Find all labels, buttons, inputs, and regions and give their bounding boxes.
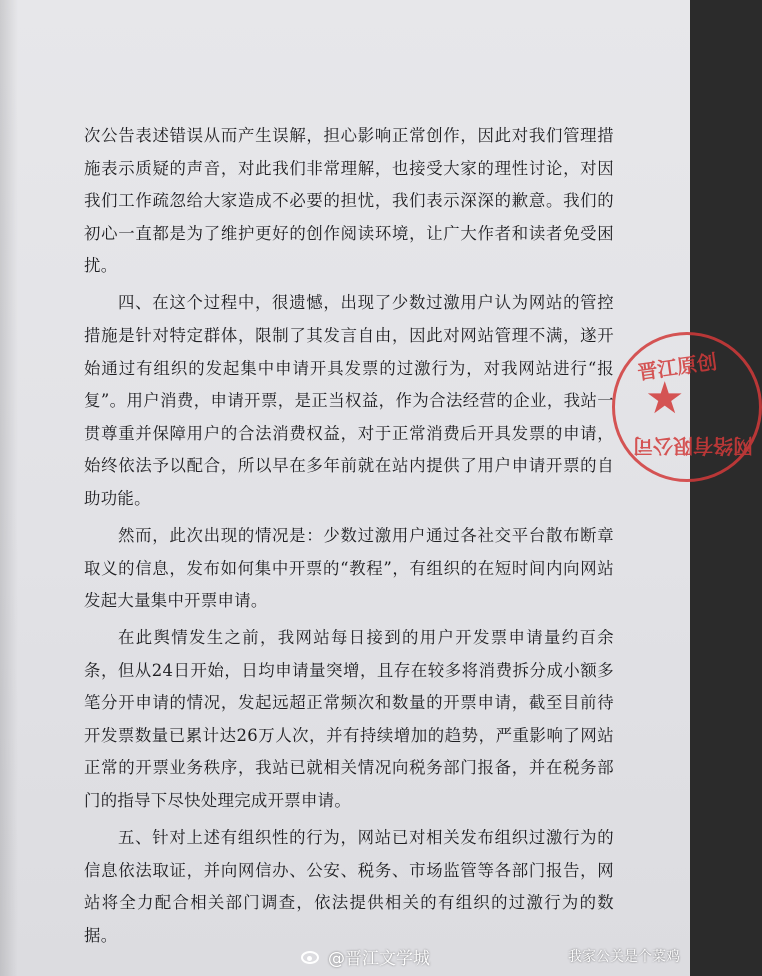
seal-star-icon: ★ — [645, 373, 685, 424]
paragraph-5: 五、针对上述有组织性的行为，网站已对相关发布组织过激行为的信息依法取证，并向网信办、公安、税务、市场监管等各部门报告，网站将全力配合相关部门调查，依法提供相关的有组织的过激行为的数据。 — [84, 828, 614, 945]
paragraph-1: 次公告表述错误从而产生误解，担心影响正常创作，因此对我们管理措施表示质疑的声音，对此我们非常理解，也接受大家的理性讨论，对因我们工作疏忽给大家造成不必要的担忧，我们表示深深的歉意。我们的初心一直都是为了维护更好的创作阅读环境，让广大作者和读者免受困扰。 — [84, 126, 614, 276]
seal-text-top: 晋江原创 — [635, 349, 719, 385]
page-edge-shadow — [0, 0, 18, 976]
paragraph-3: 然而，此次出现的情况是：少数过激用户通过各社交平台散布断章取义的信息，发布如何集中开票的“教程”，有组织的在短时间内向网站发起大量集中开票申请。 — [84, 525, 614, 611]
weibo-icon — [300, 948, 322, 966]
paragraph-2: 四、在这个过程中，很遗憾，出现了少数过激用户认为网站的管控措施是针对特定群体，限制了其发言自由，因此对网站管理不满，遂开始通过有组织的发起集中申请开具发票的过激行为，对我网站进行“报复”。用户消费，申请开票，是正当权益，作为合法经营的企业，我站一贯尊重并保障用户的合法消费权益，对于正常消费后开具发票的申请，始终依法予以配合，所以早在多年前就在站内提供了用户申请开票的自助功能。 — [84, 293, 614, 508]
paragraph-4: 在此舆情发生之前，我网站每日接到的用户开发票申请量约百余条，但从24日开始，日均申请量突增，且存在较多将消费拆分成小额多笔分开申请的情况，发起远超正常频次和数量的开票申请，截至目前待开发票数量已累计达26万人次，并有持续增加的趋势，严重影响了网站正常的开票业务秩序，我站已就相关情况向税务部门报备，并在税务部门的指导下尽快处理完成开票申请。 — [84, 628, 614, 811]
uploader-tag: 我家公关是个菜鸡 — [568, 949, 680, 965]
document-body — [84, 120, 614, 957]
seal-text-bottom: 网络有限公司 — [633, 434, 753, 458]
watermark-text: @晋江文学城 — [328, 949, 430, 969]
official-seal — [612, 332, 762, 482]
weibo-watermark — [300, 944, 430, 969]
